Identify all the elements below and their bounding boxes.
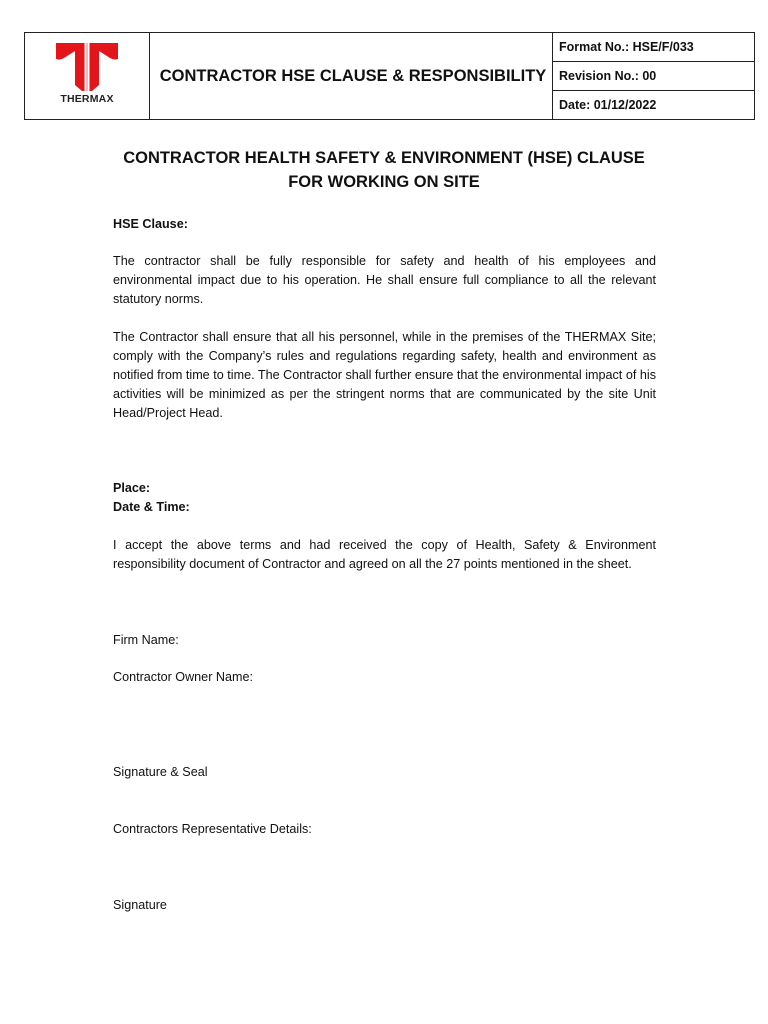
thermax-logo-icon [56, 43, 118, 91]
format-number: Format No.: HSE/F/033 [553, 33, 755, 62]
hse-clause-heading: HSE Clause: [113, 217, 188, 231]
header-title: CONTRACTOR HSE CLAUSE & RESPONSIBILITY [150, 33, 553, 120]
firm-name-label: Firm Name: [113, 633, 179, 647]
paragraph-compliance: The Contractor shall ensure that all his personnel, while in the premises of the THERMAX Site; comply with the Company’s rules and regulations regarding safety, health and environment as notified from time to time. The Contractor shall further ensure that the environmental impact of his activities will be minimized as per the stringent norms that are communicated by the site Unit Head/Project Head. [113, 330, 656, 420]
revision-number: Revision No.: 00 [553, 62, 755, 91]
acceptance-statement: I accept the above terms and had received the copy of Health, Safety & Environment responsibility document of Contractor and agreed on all the 27 points mentioned in the sheet. [113, 538, 656, 571]
thermax-logo [52, 43, 122, 109]
document-title-line-2: FOR WORKING ON SITE [288, 173, 480, 191]
document-header [24, 32, 755, 120]
owner-name-label: Contractor Owner Name: [113, 670, 253, 684]
signature-seal-label: Signature & Seal [113, 765, 208, 779]
place-label: Place: [113, 481, 151, 495]
logo-cell [25, 33, 150, 120]
representative-details-label: Contractors Representative Details: [113, 822, 312, 836]
date-time-label: Date & Time: [113, 500, 190, 514]
document-title [80, 146, 688, 194]
paragraph-responsibility: The contractor shall be fully responsible for safety and health of his employees and environmental impact due to his operation. He shall ensure full compliance to all the relevant statutory norms. [113, 254, 656, 306]
document-date: Date: 01/12/2022 [553, 91, 755, 120]
document-title-line-1: CONTRACTOR HEALTH SAFETY & ENVIRONMENT (HSE) CLAUSE [123, 149, 645, 167]
signature-label: Signature [113, 898, 167, 912]
logo-text: THERMAX [60, 93, 114, 105]
